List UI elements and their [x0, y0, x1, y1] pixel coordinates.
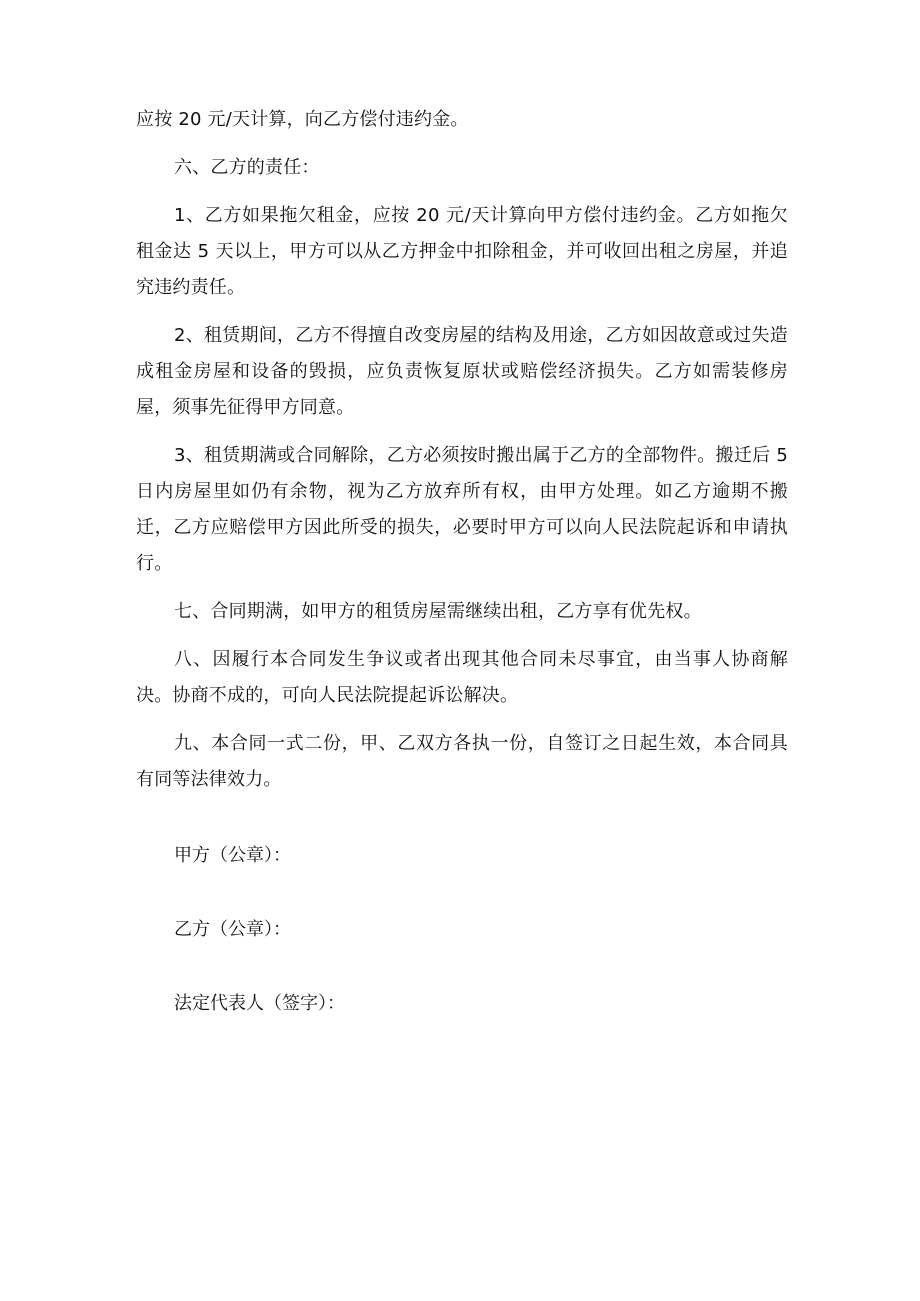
- clause-1-rent-arrears: 1、乙方如果拖欠租金，应按 20 元/天计算向甲方偿付违约金。乙方如拖欠租金达 5 天以上，甲方可以从乙方押金中扣除租金，并可收回出租之房屋，并追究违约责任。: [136, 205, 788, 298]
- clause-3-lease-expiry: 3、租赁期满或合同解除，乙方必须按时搬出属于乙方的全部物件。搬迁后 5 日内房屋里如仍有余物，视为乙方放弃所有权，由甲方处理。如乙方逾期不搬迁，乙方应赔偿甲方因此所受的损失，必要时甲方可以向人民法院起诉和申请执行。: [136, 445, 788, 574]
- party-a-seal-label: 甲方（公章）：: [174, 845, 291, 866]
- section-9-copies: 九、本合同一式二份，甲、乙双方各执一份，自签订之日起生效，本合同具有同等法律效力。: [136, 733, 788, 790]
- legal-representative-signature-label: 法定代表人（签字）：: [174, 993, 345, 1014]
- section-7-priority: 七、合同期满，如甲方的租赁房屋需继续出租，乙方享有优先权。: [174, 601, 702, 622]
- clause-2-lease-period: 2、租赁期间，乙方不得擅自改变房屋的结构及用途，乙方如因故意或过失造成租金房屋和设备的毁损，应负责恢复原状或赔偿经济损失。乙方如需装修房屋，须事先征得甲方同意。: [136, 325, 788, 418]
- document-body: [136, 102, 788, 1060]
- signature-block: [136, 838, 788, 1022]
- party-b-seal-label: 乙方（公章）：: [174, 919, 291, 940]
- section-8-disputes: 八、因履行本合同发生争议或者出现其他合同未尽事宜，由当事人协商解决。协商不成的，可向人民法院提起诉讼解决。: [136, 649, 788, 706]
- paragraph-continuation: 应按 20 元/天计算，向乙方偿付违约金。: [136, 109, 469, 130]
- section-heading-party-b-duties: 六、乙方的责任：: [174, 157, 320, 178]
